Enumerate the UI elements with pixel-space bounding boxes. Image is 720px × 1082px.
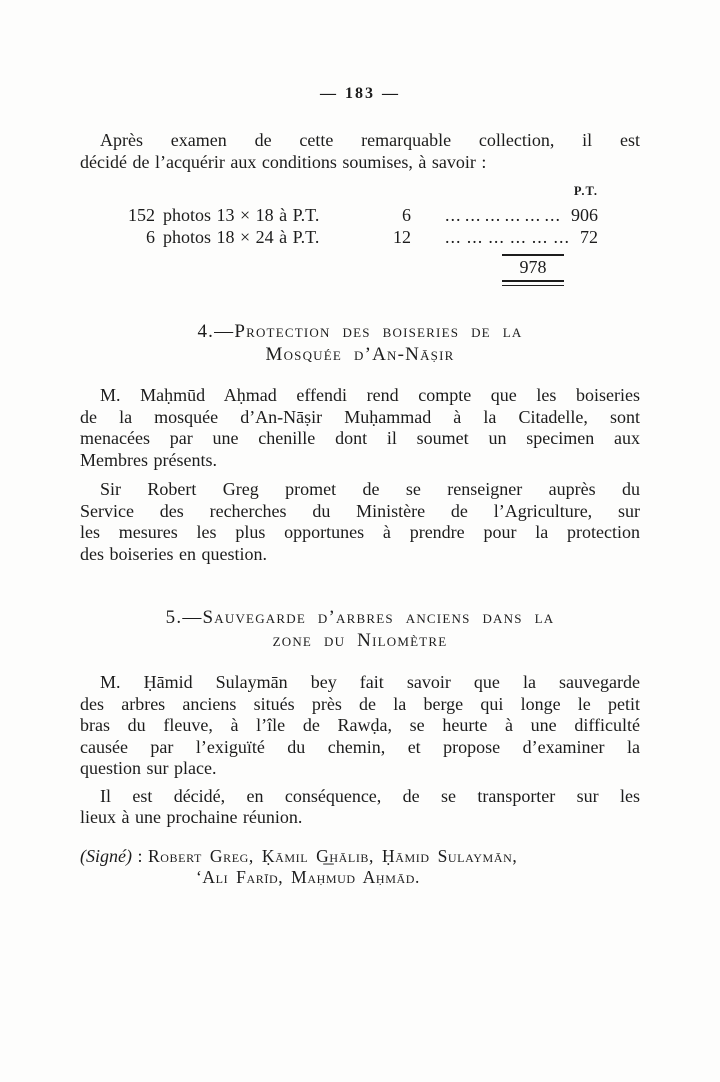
total-box xyxy=(502,254,564,286)
text-line: Service des recherches du Ministère de l’Agriculture, sur xyxy=(80,500,640,521)
signatory-names: Robert Greg, Ḳāmil G͟hālib, Ḥāmid Sulaymān, xyxy=(148,845,518,866)
dot-group: ... xyxy=(504,205,522,225)
dot-group: ... xyxy=(524,205,542,225)
section-4-paragraph-2 xyxy=(80,479,640,565)
dot-group: ... xyxy=(553,227,570,247)
signature-block xyxy=(80,846,640,889)
double-rule xyxy=(502,280,564,286)
dot-group: ... xyxy=(464,205,482,225)
currency-header: P.T. xyxy=(573,184,598,198)
text-line: M. Ḥāmid Sulaymān bey fait savoir que la sauvegarde xyxy=(100,672,640,692)
row-quantity: 6 xyxy=(146,227,155,247)
total-amount: 978 xyxy=(519,257,547,277)
text-line: de la mosquée d’An-Nāṣir Muḥammad à la Citadelle, sont xyxy=(80,406,640,427)
text-line: des boiseries en question. xyxy=(80,543,267,564)
dot-leaders xyxy=(445,204,561,226)
text-line: décidé de l’acquérir aux conditions soumises, à savoir : xyxy=(80,151,487,172)
row-amount: 72 xyxy=(580,227,598,247)
dot-group: ... xyxy=(445,227,462,247)
text-block xyxy=(80,0,640,889)
row-description: photos 18 × 24 à P.T. xyxy=(163,227,320,247)
text-line: menacées par une chenille dont il soumet un specimen aux xyxy=(80,428,640,448)
dot-group: ... xyxy=(544,205,561,225)
dot-leaders xyxy=(445,226,570,248)
signed-label: (Signé) xyxy=(80,845,132,866)
dot-group: ... xyxy=(488,227,505,247)
heading-line: Mosquée d’An-Nāṣir xyxy=(265,344,455,365)
text-line: Membres présents. xyxy=(80,449,217,470)
section-5-paragraph-2 xyxy=(80,786,640,829)
signature-colon: : xyxy=(131,845,148,866)
price-table xyxy=(80,185,640,286)
section-5-heading xyxy=(80,606,640,652)
row-rate: 6 xyxy=(402,205,411,225)
row-amount: 906 xyxy=(571,205,598,225)
text-line: des arbres anciens situés près de la berge qui longe le petit xyxy=(80,693,640,714)
dot-group: ... xyxy=(484,205,502,225)
text-line: Après examen de cette remarquable collection, il est xyxy=(100,130,640,150)
text-line: question sur place. xyxy=(80,758,217,778)
dot-group: ... xyxy=(445,205,462,225)
text-line: bras du fleuve, à l’île de Rawḍa, se heurte à une difficulté xyxy=(80,715,640,735)
page-number: — 183 — xyxy=(320,85,400,102)
section-5-paragraph-1 xyxy=(80,672,640,780)
text-line: causée par l’exiguïté du chemin, et propose d’examiner la xyxy=(80,736,640,757)
section-4-paragraph-1 xyxy=(80,385,640,471)
signature-line-1 xyxy=(80,846,640,868)
row-description: photos 13 × 18 à P.T. xyxy=(163,205,320,225)
text-line: les mesures les plus opportunes à prendre pour la protection xyxy=(80,522,640,542)
text-line: M. Maḥmūd Aḥmad effendi rend compte que les boiseries xyxy=(100,385,640,405)
row-rate: 12 xyxy=(393,227,411,247)
intro-paragraph xyxy=(80,130,640,173)
heading-line: 5.—Sauvegarde d’arbres anciens dans la xyxy=(165,607,555,628)
dot-group: ... xyxy=(466,227,484,247)
row-quantity: 152 xyxy=(128,205,155,225)
signatory-names: ‘Ali Farīd, Maḥmud Aḥmād. xyxy=(196,867,420,887)
text-line: Il est décidé, en conséquence, de se transporter sur les xyxy=(100,785,640,806)
heading-line: zone du Nilomètre xyxy=(272,630,448,651)
signature-line-2 xyxy=(80,867,640,889)
text-line: lieux à une prochaine réunion. xyxy=(80,807,303,827)
dot-group: ... xyxy=(510,227,527,247)
dot-group: ... xyxy=(531,227,549,247)
table-row xyxy=(80,204,598,226)
table-row xyxy=(80,226,598,248)
section-4-heading xyxy=(80,320,640,366)
heading-line: 4.—Protection des boiseries de la xyxy=(197,321,523,342)
text-line: Sir Robert Greg promet de se renseigner auprès du xyxy=(100,479,640,499)
